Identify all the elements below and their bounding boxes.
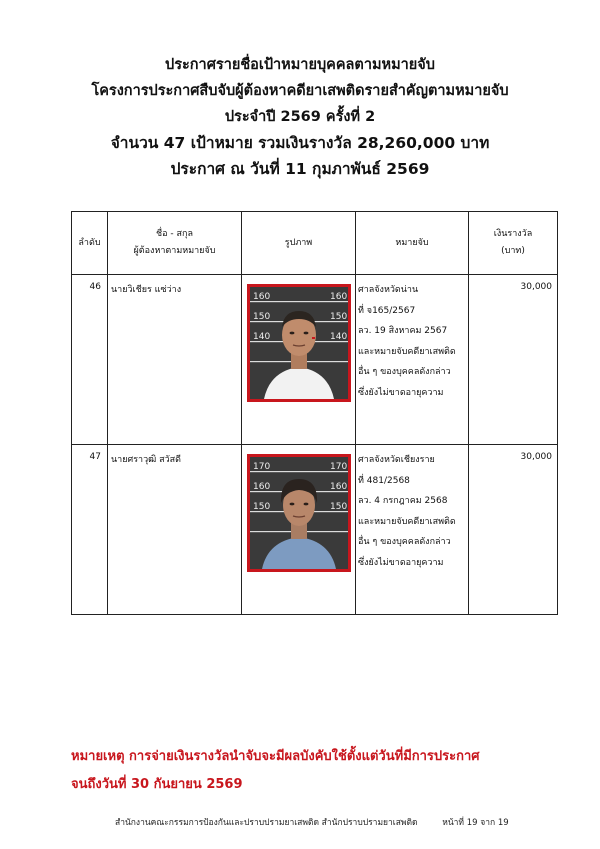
warrant-line: ศาลจังหวัดเชียงราย [358,455,435,465]
row-order: 47 [72,445,108,615]
warrant-line: อื่น ๆ ของบุคคลดังกล่าว [358,367,451,377]
mugshot-photo [247,284,351,402]
scale-label: 150 [252,502,270,512]
header-total: จำนวน 47 เป้าหมาย รวมเงินรางวัล 28,260,000 บาท [110,134,490,152]
remark-line1: หมายเหตุ การจ่ายเงินรางวัลนำจับจะมีผลบังคับใช้ตั้งแต่วันที่มีการประกาศ [71,749,480,764]
col-reward [469,212,558,275]
row-reward: 30,000 [469,275,558,445]
suspect-table [71,211,558,615]
warrant-line: อื่น ๆ ของบุคคลดังกล่าว [358,537,451,547]
table-row [72,445,558,615]
scale-label: 170 [252,462,270,472]
announcement-header [0,52,600,182]
table-row [72,275,558,445]
warrant-line: ศาลจังหวัดน่าน [358,285,419,295]
col-warrant: หมายจับ [356,212,469,275]
mugshot-image [250,457,348,569]
scale-label: 150 [329,502,347,512]
table-header-row [72,212,558,275]
footer-agency: สำนักงานคณะกรรมการป้องกันและปราบปรามยาเสพติด สำนักปราบปรามยาเสพติด [115,818,418,828]
warrant-line: ที่ จ165/2567 [358,305,416,316]
row-warrant [356,275,469,445]
scale-label: 150 [329,312,347,322]
header-date: ประกาศ ณ วันที่ 11 กุมภาพันธ์ 2569 [170,160,430,178]
scale-label: 160 [329,292,347,302]
col-reward-line1: เงินรางวัล [493,229,533,239]
row-order: 46 [72,275,108,445]
scale-label: 160 [329,482,347,492]
row-reward: 30,000 [469,445,558,615]
col-reward-line2: (บาท) [501,246,525,256]
col-photo: รูปภาพ [242,212,356,275]
header-title: ประกาศรายชื่อเป้าหมายบุคคลตามหมายจับ [165,57,435,73]
row-warrant [356,445,469,615]
remark-note [71,743,480,799]
header-year-round: ประจำปี 2569 ครั้งที่ 2 [224,109,376,125]
mugshot-image [250,287,348,399]
row-name: นายศราวุฒิ สวัสดี [108,445,242,615]
scale-label: 170 [329,462,347,472]
warrant-line: และหมายจับคดียาเสพติด [358,516,456,527]
row-name: นายวิเชียร แซ่ว่าง [108,275,242,445]
col-name [108,212,242,275]
header-project: โครงการประกาศสืบจับผู้ต้องหาคดียาเสพติดรายสำคัญตามหมายจับ [91,83,509,99]
col-order: ลำดับ [72,212,108,275]
warrant-line: ลว. 19 สิงหาคม 2567 [358,326,448,336]
page-number: หน้าที่ 19 จาก 19 [442,818,509,828]
row-photo-cell [242,275,356,445]
col-name-line1: ชื่อ - สกุล [156,229,193,239]
row-photo-cell [242,445,356,615]
warrant-line: ที่ 481/2568 [358,475,410,486]
scale-label: 160 [252,292,270,302]
warrant-line: ซึ่งยังไม่ขาดอายุความ [358,557,444,568]
page-footer [115,815,509,829]
scale-label: 140 [329,332,347,342]
scale-label: 150 [252,312,270,322]
scale-label: 160 [252,482,270,492]
warrant-line: และหมายจับคดียาเสพติด [358,346,456,357]
remark-line2: จนถึงวันที่ 30 กันยายน 2569 [71,777,243,792]
mugshot-photo [247,454,351,572]
warrant-line: ซึ่งยังไม่ขาดอายุความ [358,387,444,398]
warrant-line: ลว. 4 กรกฎาคม 2568 [358,496,448,506]
scale-label: 140 [252,332,270,342]
col-name-line2: ผู้ต้องหาตามหมายจับ [133,246,216,256]
